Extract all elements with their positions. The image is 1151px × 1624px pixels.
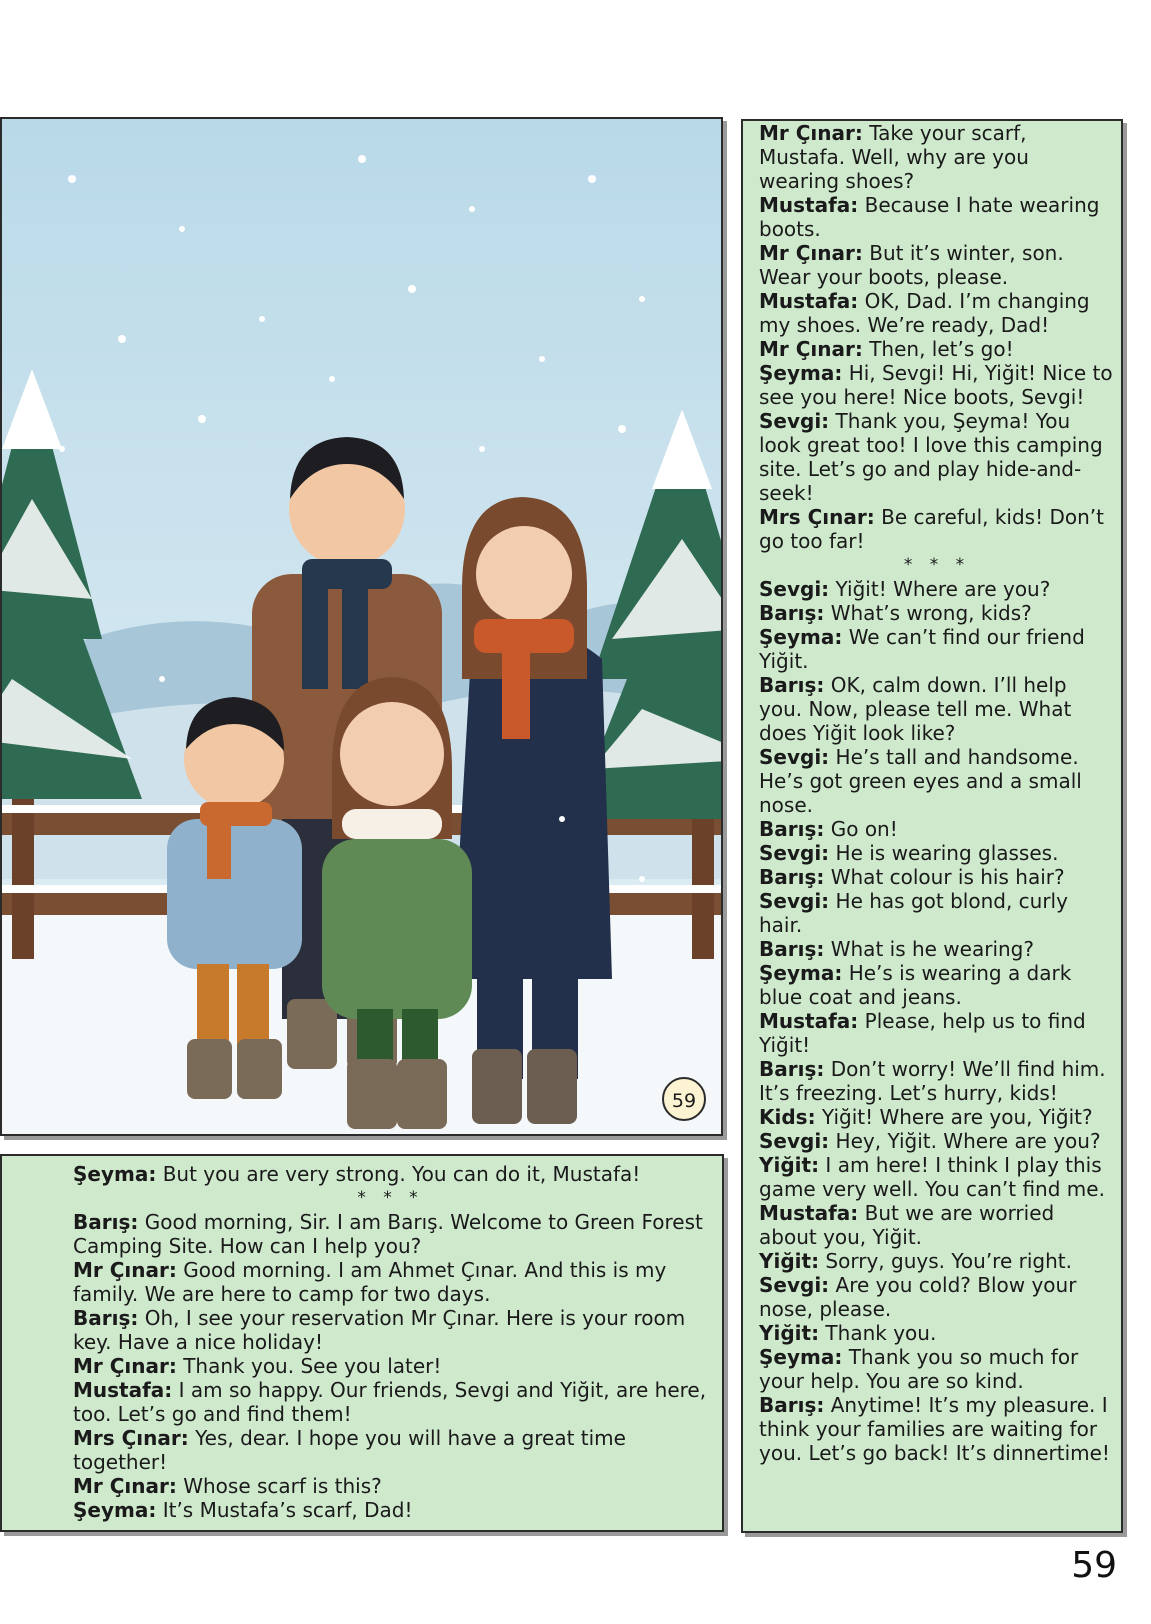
- speaker-name: Sevgi:: [759, 577, 830, 601]
- dialogue-line: [759, 1105, 1115, 1129]
- dialogue-text: Oh, I see your reservation Mr Çınar. Here is your room key. Have a nice holiday!: [73, 1306, 686, 1354]
- speaker-name: Mr Çınar:: [759, 121, 863, 145]
- dialogue-line: [759, 1249, 1115, 1273]
- dialogue-text: Thank you. See you later!: [176, 1354, 442, 1378]
- dialogue-line: [759, 817, 1115, 841]
- dialogue-text: OK, calm down. I’ll help you. Now, please tell me. What does Yiğit look like?: [759, 673, 1072, 745]
- dialogue-text: He’s tall and handsome. He’s got green eyes and a small nose.: [759, 745, 1082, 817]
- dialogue-line: [759, 1057, 1115, 1105]
- speaker-name: Mrs Çınar:: [73, 1426, 189, 1450]
- dialogue-text: Hey, Yiğit. Where are you?: [829, 1129, 1101, 1153]
- dialogue-text: Thank you, Şeyma! You look great too! I love this camping site. Let’s go and play hide-and-seek!: [759, 409, 1103, 505]
- dialogue-text: He’s is wearing a dark blue coat and jeans.: [759, 961, 1072, 1009]
- speaker-name: Mr Çınar:: [759, 337, 863, 361]
- right-dialogue-panel: [741, 119, 1123, 1533]
- dialogue-text: Good morning, Sir. I am Barış. Welcome to Green Forest Camping Site. How can I help you?: [73, 1210, 703, 1258]
- speaker-name: Sevgi:: [759, 1129, 830, 1153]
- dialogue-text: Whose scarf is this?: [176, 1474, 382, 1498]
- dialogue-line: [759, 1345, 1115, 1393]
- dialogue-text: Are you cold? Blow your nose, please.: [759, 1273, 1077, 1321]
- scene-separator: * * *: [903, 555, 971, 575]
- story-illustration: [0, 117, 723, 1136]
- speaker-name: Yiğit:: [759, 1321, 820, 1345]
- speaker-name: Mrs Çınar:: [759, 505, 875, 529]
- dialogue-text: We can’t find our friend Yiğit.: [759, 625, 1085, 673]
- dialogue-line: [73, 1162, 708, 1186]
- dialogue-text: Thank you.: [819, 1321, 937, 1345]
- speaker-name: Mustafa:: [759, 1201, 859, 1225]
- speaker-name: Barış:: [759, 673, 825, 697]
- dialogue-text: But we are worried about you, Yiğit.: [759, 1201, 1055, 1249]
- speaker-name: Sevgi:: [759, 841, 830, 865]
- dialogue-line: [759, 961, 1115, 1009]
- dialogue-line: [73, 1426, 708, 1474]
- speaker-name: Kids:: [759, 1105, 816, 1129]
- dialogue-text: Please, help us to find Yiğit!: [759, 1009, 1086, 1057]
- dialogue-text: But it’s winter, son. Wear your boots, please.: [759, 241, 1064, 289]
- dialogue-line: [759, 577, 1115, 601]
- speaker-name: Barış:: [759, 601, 825, 625]
- dialogue-text: Take your scarf, Mustafa. Well, why are you wearing shoes?: [759, 121, 1029, 193]
- speaker-name: Yiğit:: [759, 1249, 820, 1273]
- left-dialogue-panel: [0, 1154, 724, 1532]
- speaker-name: Barış:: [73, 1306, 139, 1330]
- speaker-name: Mustafa:: [759, 1009, 859, 1033]
- dialogue-text: He is wearing glasses.: [829, 841, 1059, 865]
- speaker-name: Barış:: [73, 1210, 139, 1234]
- dialogue-line: [759, 625, 1115, 673]
- speaker-name: Mr Çınar:: [73, 1354, 177, 1378]
- speaker-name: Yiğit:: [759, 1153, 820, 1177]
- dialogue-text: He has got blond, curly hair.: [759, 889, 1068, 937]
- speaker-name: Sevgi:: [759, 745, 830, 769]
- speaker-name: Mustafa:: [759, 289, 859, 313]
- speaker-name: Mr Çınar:: [73, 1258, 177, 1282]
- dialogue-line: [759, 121, 1115, 193]
- dialogue-line: [73, 1210, 708, 1258]
- dialogue-text: Hi, Sevgi! Hi, Yiğit! Nice to see you here! Nice boots, Sevgi!: [759, 361, 1113, 409]
- dialogue-line: [759, 601, 1115, 625]
- dialogue-line: [759, 1153, 1115, 1201]
- dialogue-line: [759, 673, 1115, 745]
- dialogue-text: What colour is his hair?: [824, 865, 1065, 889]
- dialogue-text: Be careful, kids! Don’t go too far!: [759, 505, 1104, 553]
- dialogue-line: [759, 841, 1115, 865]
- dialogue-line: [759, 337, 1115, 361]
- dialogue-line: [73, 1378, 708, 1426]
- dialogue-line: [759, 193, 1115, 241]
- right-dialogue-list: [759, 121, 1115, 1465]
- dialogue-text: Sorry, guys. You’re right.: [819, 1249, 1072, 1273]
- dialogue-line: [759, 361, 1115, 409]
- dialogue-text: Because I hate wearing boots.: [759, 193, 1100, 241]
- speaker-name: Sevgi:: [759, 1273, 830, 1297]
- speaker-name: Barış:: [759, 937, 825, 961]
- dialogue-line: [759, 409, 1115, 505]
- scene-separator: * * *: [357, 1188, 424, 1208]
- dialogue-line: [73, 1306, 708, 1354]
- dialogue-text: Thank you so much for your help. You are so kind.: [759, 1345, 1079, 1393]
- dialogue-line: [759, 1009, 1115, 1057]
- dialogue-text: Yiğit! Where are you, Yiğit?: [815, 1105, 1093, 1129]
- speaker-name: Şeyma:: [73, 1498, 157, 1522]
- dialogue-line: [759, 937, 1115, 961]
- dialogue-text: Yes, dear. I hope you will have a great time together!: [73, 1426, 626, 1474]
- dialogue-line: [759, 289, 1115, 337]
- dialogue-text: Don’t worry! We’ll find him. It’s freezing. Let’s hurry, kids!: [759, 1057, 1106, 1105]
- speaker-name: Barış:: [759, 1393, 825, 1417]
- dialogue-text: I am here! I think I play this game very well. You can’t find me.: [759, 1153, 1105, 1201]
- dialogue-line: [759, 1273, 1115, 1321]
- speaker-name: Mustafa:: [759, 193, 859, 217]
- dialogue-text: I am so happy. Our friends, Sevgi and Yiğit, are here, too. Let’s go and find them!: [73, 1378, 707, 1426]
- speaker-name: Sevgi:: [759, 889, 830, 913]
- dialogue-line: [759, 505, 1115, 553]
- speaker-name: Mr Çınar:: [759, 241, 863, 265]
- speaker-name: Şeyma:: [759, 961, 843, 985]
- dialogue-text: OK, Dad. I’m changing my shoes. We’re ready, Dad!: [759, 289, 1090, 337]
- dialogue-line: [759, 241, 1115, 289]
- speaker-name: Barış:: [759, 1057, 825, 1081]
- dialogue-line: [759, 1393, 1115, 1465]
- page-number: 59: [1071, 1545, 1117, 1586]
- speaker-name: Barış:: [759, 817, 825, 841]
- dialogue-text: Good morning. I am Ahmet Çınar. And this is my family. We are here to camp for two days.: [73, 1258, 667, 1306]
- dialogue-line: [73, 1258, 708, 1306]
- dialogue-text: What’s wrong, kids?: [824, 601, 1032, 625]
- dialogue-text: It’s Mustafa’s scarf, Dad!: [156, 1498, 413, 1522]
- dialogue-text: What is he wearing?: [824, 937, 1034, 961]
- dialogue-text: Anytime! It’s my pleasure. I think your families are waiting for you. Let’s go back! It’s dinnertime!: [759, 1393, 1110, 1465]
- speaker-name: Şeyma:: [73, 1162, 157, 1186]
- speaker-name: Mr Çınar:: [73, 1474, 177, 1498]
- dialogue-text: Yiğit! Where are you?: [829, 577, 1051, 601]
- dialogue-line: [759, 745, 1115, 817]
- dialogue-line: [759, 1129, 1115, 1153]
- speaker-name: Barış:: [759, 865, 825, 889]
- dialogue-line: [759, 889, 1115, 937]
- dialogue-line: [73, 1354, 708, 1378]
- dialogue-line: [759, 865, 1115, 889]
- winter-family-scene: [2, 119, 721, 1134]
- speaker-name: Sevgi:: [759, 409, 830, 433]
- page-badge: 59: [662, 1077, 706, 1121]
- speaker-name: Şeyma:: [759, 1345, 843, 1369]
- speaker-name: Mustafa:: [73, 1378, 173, 1402]
- left-dialogue-list: [73, 1162, 708, 1522]
- dialogue-text: Then, let’s go!: [862, 337, 1014, 361]
- speaker-name: Şeyma:: [759, 625, 843, 649]
- dialogue-text: But you are very strong. You can do it, Mustafa!: [156, 1162, 641, 1186]
- dialogue-line: [759, 1321, 1115, 1345]
- dialogue-line: [73, 1474, 708, 1498]
- dialogue-line: [759, 1201, 1115, 1249]
- dialogue-line: [73, 1498, 708, 1522]
- speaker-name: Şeyma:: [759, 361, 843, 385]
- dialogue-text: Go on!: [824, 817, 898, 841]
